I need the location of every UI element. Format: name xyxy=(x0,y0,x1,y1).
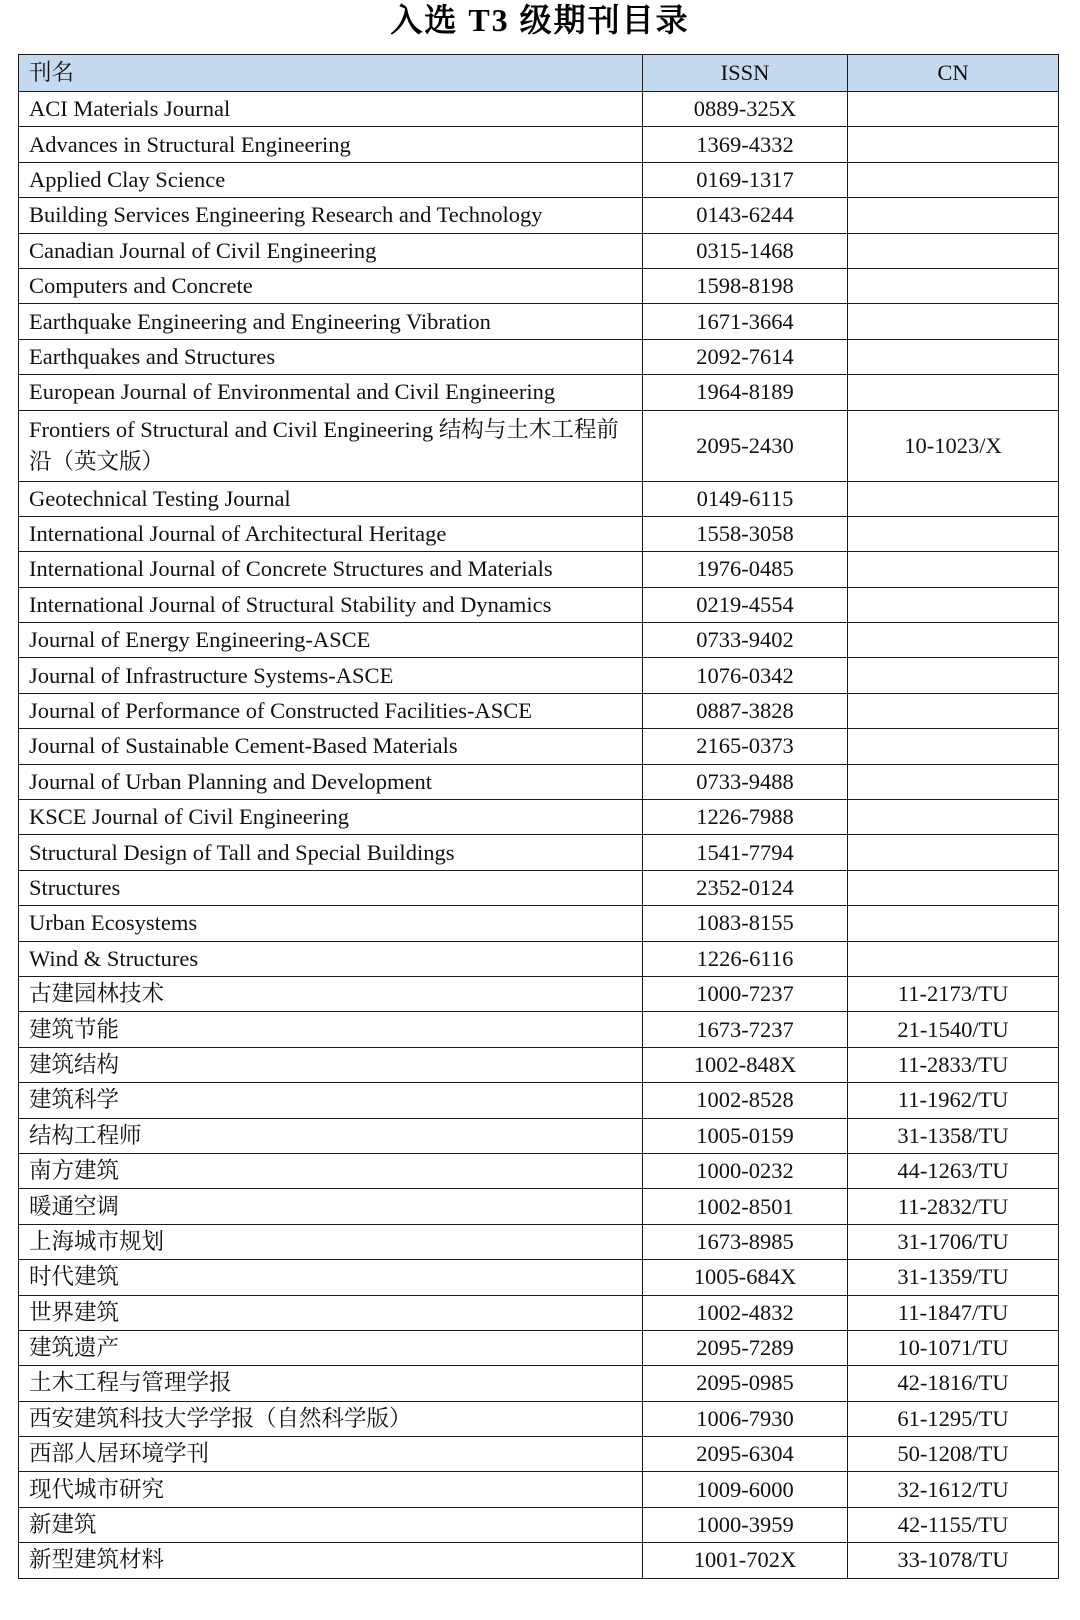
table-row xyxy=(19,1472,1059,1507)
issn-cell: 1076-0342 xyxy=(643,658,848,693)
journal-name-cell: Frontiers of Structural and Civil Engineering 结构与土木工程前沿（英文版） xyxy=(19,410,643,481)
table-row xyxy=(19,410,1059,481)
cn-cell xyxy=(848,941,1059,976)
issn-cell: 1083-8155 xyxy=(643,906,848,941)
journal-name-cell: Canadian Journal of Civil Engineering xyxy=(19,233,643,268)
table-row xyxy=(19,233,1059,268)
cn-cell xyxy=(848,127,1059,162)
cn-cell: 10-1023/X xyxy=(848,410,1059,481)
table-row xyxy=(19,729,1059,764)
cn-cell xyxy=(848,658,1059,693)
table-row xyxy=(19,198,1059,233)
table-row xyxy=(19,268,1059,303)
table-row xyxy=(19,693,1059,728)
column-header-cn: CN xyxy=(848,55,1059,92)
table-row xyxy=(19,1083,1059,1118)
cn-cell: 50-1208/TU xyxy=(848,1437,1059,1472)
issn-cell: 2095-6304 xyxy=(643,1437,848,1472)
issn-cell: 1226-7988 xyxy=(643,800,848,835)
table-row xyxy=(19,658,1059,693)
issn-cell: 0889-325X xyxy=(643,92,848,127)
issn-cell: 0169-1317 xyxy=(643,162,848,197)
issn-cell: 1598-8198 xyxy=(643,268,848,303)
table-row xyxy=(19,516,1059,551)
column-header-journal-name: 刊名 xyxy=(19,55,643,92)
table-body xyxy=(19,92,1059,1579)
journal-name-cell: Journal of Energy Engineering-ASCE xyxy=(19,623,643,658)
cn-cell: 61-1295/TU xyxy=(848,1401,1059,1436)
journal-name-cell: ACI Materials Journal xyxy=(19,92,643,127)
table-row xyxy=(19,764,1059,799)
table-row xyxy=(19,1118,1059,1153)
journal-name-cell: Journal of Performance of Constructed Facilities-ASCE xyxy=(19,693,643,728)
cn-cell: 32-1612/TU xyxy=(848,1472,1059,1507)
cn-cell: 21-1540/TU xyxy=(848,1012,1059,1047)
issn-cell: 0143-6244 xyxy=(643,198,848,233)
issn-cell: 1000-7237 xyxy=(643,976,848,1011)
table-row xyxy=(19,162,1059,197)
cn-cell: 33-1078/TU xyxy=(848,1543,1059,1578)
journal-name-cell: Journal of Infrastructure Systems-ASCE xyxy=(19,658,643,693)
issn-cell: 2095-7289 xyxy=(643,1330,848,1365)
journal-name-cell: Journal of Sustainable Cement-Based Materials xyxy=(19,729,643,764)
table-row xyxy=(19,941,1059,976)
issn-cell: 0733-9402 xyxy=(643,623,848,658)
issn-cell: 2352-0124 xyxy=(643,870,848,905)
journal-name-cell: 上海城市规划 xyxy=(19,1224,643,1259)
issn-cell: 1000-0232 xyxy=(643,1153,848,1188)
table-row xyxy=(19,587,1059,622)
journal-name-cell: 新型建筑材料 xyxy=(19,1543,643,1578)
table-row xyxy=(19,1437,1059,1472)
cn-cell xyxy=(848,764,1059,799)
journal-name-cell: International Journal of Concrete Structures and Materials xyxy=(19,552,643,587)
journal-name-cell: 建筑科学 xyxy=(19,1083,643,1118)
table-row xyxy=(19,1366,1059,1401)
table-row xyxy=(19,339,1059,374)
journal-name-cell: Earthquake Engineering and Engineering Vibration xyxy=(19,304,643,339)
cn-cell xyxy=(848,92,1059,127)
issn-cell: 2095-2430 xyxy=(643,410,848,481)
table-row xyxy=(19,1047,1059,1082)
table-row xyxy=(19,92,1059,127)
issn-cell: 1964-8189 xyxy=(643,375,848,410)
cn-cell: 44-1263/TU xyxy=(848,1153,1059,1188)
journal-table xyxy=(18,54,1059,1579)
issn-cell: 1226-6116 xyxy=(643,941,848,976)
journal-name-cell: 建筑遗产 xyxy=(19,1330,643,1365)
issn-cell: 2095-0985 xyxy=(643,1366,848,1401)
journal-name-cell: Earthquakes and Structures xyxy=(19,339,643,374)
issn-cell: 1000-3959 xyxy=(643,1507,848,1542)
table-row xyxy=(19,481,1059,516)
journal-name-cell: 现代城市研究 xyxy=(19,1472,643,1507)
issn-cell: 1002-4832 xyxy=(643,1295,848,1330)
cn-cell xyxy=(848,693,1059,728)
table-row xyxy=(19,1507,1059,1542)
issn-cell: 1005-0159 xyxy=(643,1118,848,1153)
issn-cell: 1001-702X xyxy=(643,1543,848,1578)
table-row xyxy=(19,304,1059,339)
cn-cell: 11-1962/TU xyxy=(848,1083,1059,1118)
issn-cell: 1671-3664 xyxy=(643,304,848,339)
cn-cell xyxy=(848,481,1059,516)
table-row xyxy=(19,800,1059,835)
journal-name-cell: International Journal of Architectural Heritage xyxy=(19,516,643,551)
issn-cell: 0315-1468 xyxy=(643,233,848,268)
cn-cell: 42-1155/TU xyxy=(848,1507,1059,1542)
journal-name-cell: 世界建筑 xyxy=(19,1295,643,1330)
cn-cell xyxy=(848,906,1059,941)
journal-name-cell: 古建园林技术 xyxy=(19,976,643,1011)
cn-cell xyxy=(848,339,1059,374)
table-row xyxy=(19,835,1059,870)
cn-cell xyxy=(848,870,1059,905)
issn-cell: 1369-4332 xyxy=(643,127,848,162)
cn-cell xyxy=(848,162,1059,197)
issn-cell: 1006-7930 xyxy=(643,1401,848,1436)
journal-name-cell: 建筑结构 xyxy=(19,1047,643,1082)
issn-cell: 0149-6115 xyxy=(643,481,848,516)
journal-name-cell: 西部人居环境学刊 xyxy=(19,1437,643,1472)
journal-name-cell: Advances in Structural Engineering xyxy=(19,127,643,162)
journal-name-cell: 暖通空调 xyxy=(19,1189,643,1224)
table-row xyxy=(19,1260,1059,1295)
issn-cell: 0887-3828 xyxy=(643,693,848,728)
journal-name-cell: International Journal of Structural Stability and Dynamics xyxy=(19,587,643,622)
table-row xyxy=(19,623,1059,658)
table-row xyxy=(19,1012,1059,1047)
cn-cell xyxy=(848,729,1059,764)
cn-cell xyxy=(848,304,1059,339)
issn-cell: 1673-7237 xyxy=(643,1012,848,1047)
cn-cell xyxy=(848,800,1059,835)
cn-cell: 42-1816/TU xyxy=(848,1366,1059,1401)
issn-cell: 1541-7794 xyxy=(643,835,848,870)
journal-name-cell: KSCE Journal of Civil Engineering xyxy=(19,800,643,835)
table-row xyxy=(19,1153,1059,1188)
journal-name-cell: 南方建筑 xyxy=(19,1153,643,1188)
cn-cell: 11-2832/TU xyxy=(848,1189,1059,1224)
journal-name-cell: 建筑节能 xyxy=(19,1012,643,1047)
cn-cell xyxy=(848,375,1059,410)
issn-cell: 1005-684X xyxy=(643,1260,848,1295)
issn-cell: 1002-848X xyxy=(643,1047,848,1082)
table-row xyxy=(19,976,1059,1011)
table-row xyxy=(19,1401,1059,1436)
table-row xyxy=(19,1189,1059,1224)
journal-name-cell: Journal of Urban Planning and Development xyxy=(19,764,643,799)
journal-name-cell: 结构工程师 xyxy=(19,1118,643,1153)
journal-name-cell: Geotechnical Testing Journal xyxy=(19,481,643,516)
journal-name-cell: European Journal of Environmental and Civil Engineering xyxy=(19,375,643,410)
cn-cell xyxy=(848,587,1059,622)
journal-name-cell: Wind & Structures xyxy=(19,941,643,976)
journal-name-cell: Building Services Engineering Research and Technology xyxy=(19,198,643,233)
cn-cell xyxy=(848,233,1059,268)
table-header-row xyxy=(19,55,1059,92)
cn-cell: 31-1359/TU xyxy=(848,1260,1059,1295)
cn-cell xyxy=(848,623,1059,658)
issn-cell: 1976-0485 xyxy=(643,552,848,587)
page-title: 入选 T3 级期刊目录 xyxy=(390,2,690,38)
journal-name-cell: 新建筑 xyxy=(19,1507,643,1542)
journal-name-cell: Computers and Concrete xyxy=(19,268,643,303)
table-row xyxy=(19,127,1059,162)
cn-cell xyxy=(848,516,1059,551)
issn-cell: 1558-3058 xyxy=(643,516,848,551)
column-header-issn: ISSN xyxy=(643,55,848,92)
cn-cell xyxy=(848,552,1059,587)
table-row xyxy=(19,1330,1059,1365)
cn-cell xyxy=(848,198,1059,233)
journal-name-cell: Urban Ecosystems xyxy=(19,906,643,941)
issn-cell: 1002-8501 xyxy=(643,1189,848,1224)
table-row xyxy=(19,375,1059,410)
table-row xyxy=(19,906,1059,941)
table-row xyxy=(19,1224,1059,1259)
cn-cell: 31-1358/TU xyxy=(848,1118,1059,1153)
issn-cell: 0219-4554 xyxy=(643,587,848,622)
cn-cell: 10-1071/TU xyxy=(848,1330,1059,1365)
issn-cell: 1009-6000 xyxy=(643,1472,848,1507)
issn-cell: 2092-7614 xyxy=(643,339,848,374)
cn-cell xyxy=(848,835,1059,870)
journal-name-cell: 西安建筑科技大学学报（自然科学版） xyxy=(19,1401,643,1436)
table-row xyxy=(19,1295,1059,1330)
journal-name-cell: 土木工程与管理学报 xyxy=(19,1366,643,1401)
journal-name-cell: Applied Clay Science xyxy=(19,162,643,197)
issn-cell: 1002-8528 xyxy=(643,1083,848,1118)
cn-cell: 11-2833/TU xyxy=(848,1047,1059,1082)
issn-cell: 1673-8985 xyxy=(643,1224,848,1259)
issn-cell: 0733-9488 xyxy=(643,764,848,799)
table-row xyxy=(19,552,1059,587)
table-row xyxy=(19,870,1059,905)
journal-name-cell: Structural Design of Tall and Special Buildings xyxy=(19,835,643,870)
journal-name-cell: Structures xyxy=(19,870,643,905)
table-row xyxy=(19,1543,1059,1578)
issn-cell: 2165-0373 xyxy=(643,729,848,764)
cn-cell: 11-1847/TU xyxy=(848,1295,1059,1330)
journal-name-cell: 时代建筑 xyxy=(19,1260,643,1295)
cn-cell: 31-1706/TU xyxy=(848,1224,1059,1259)
cn-cell: 11-2173/TU xyxy=(848,976,1059,1011)
cn-cell xyxy=(848,268,1059,303)
